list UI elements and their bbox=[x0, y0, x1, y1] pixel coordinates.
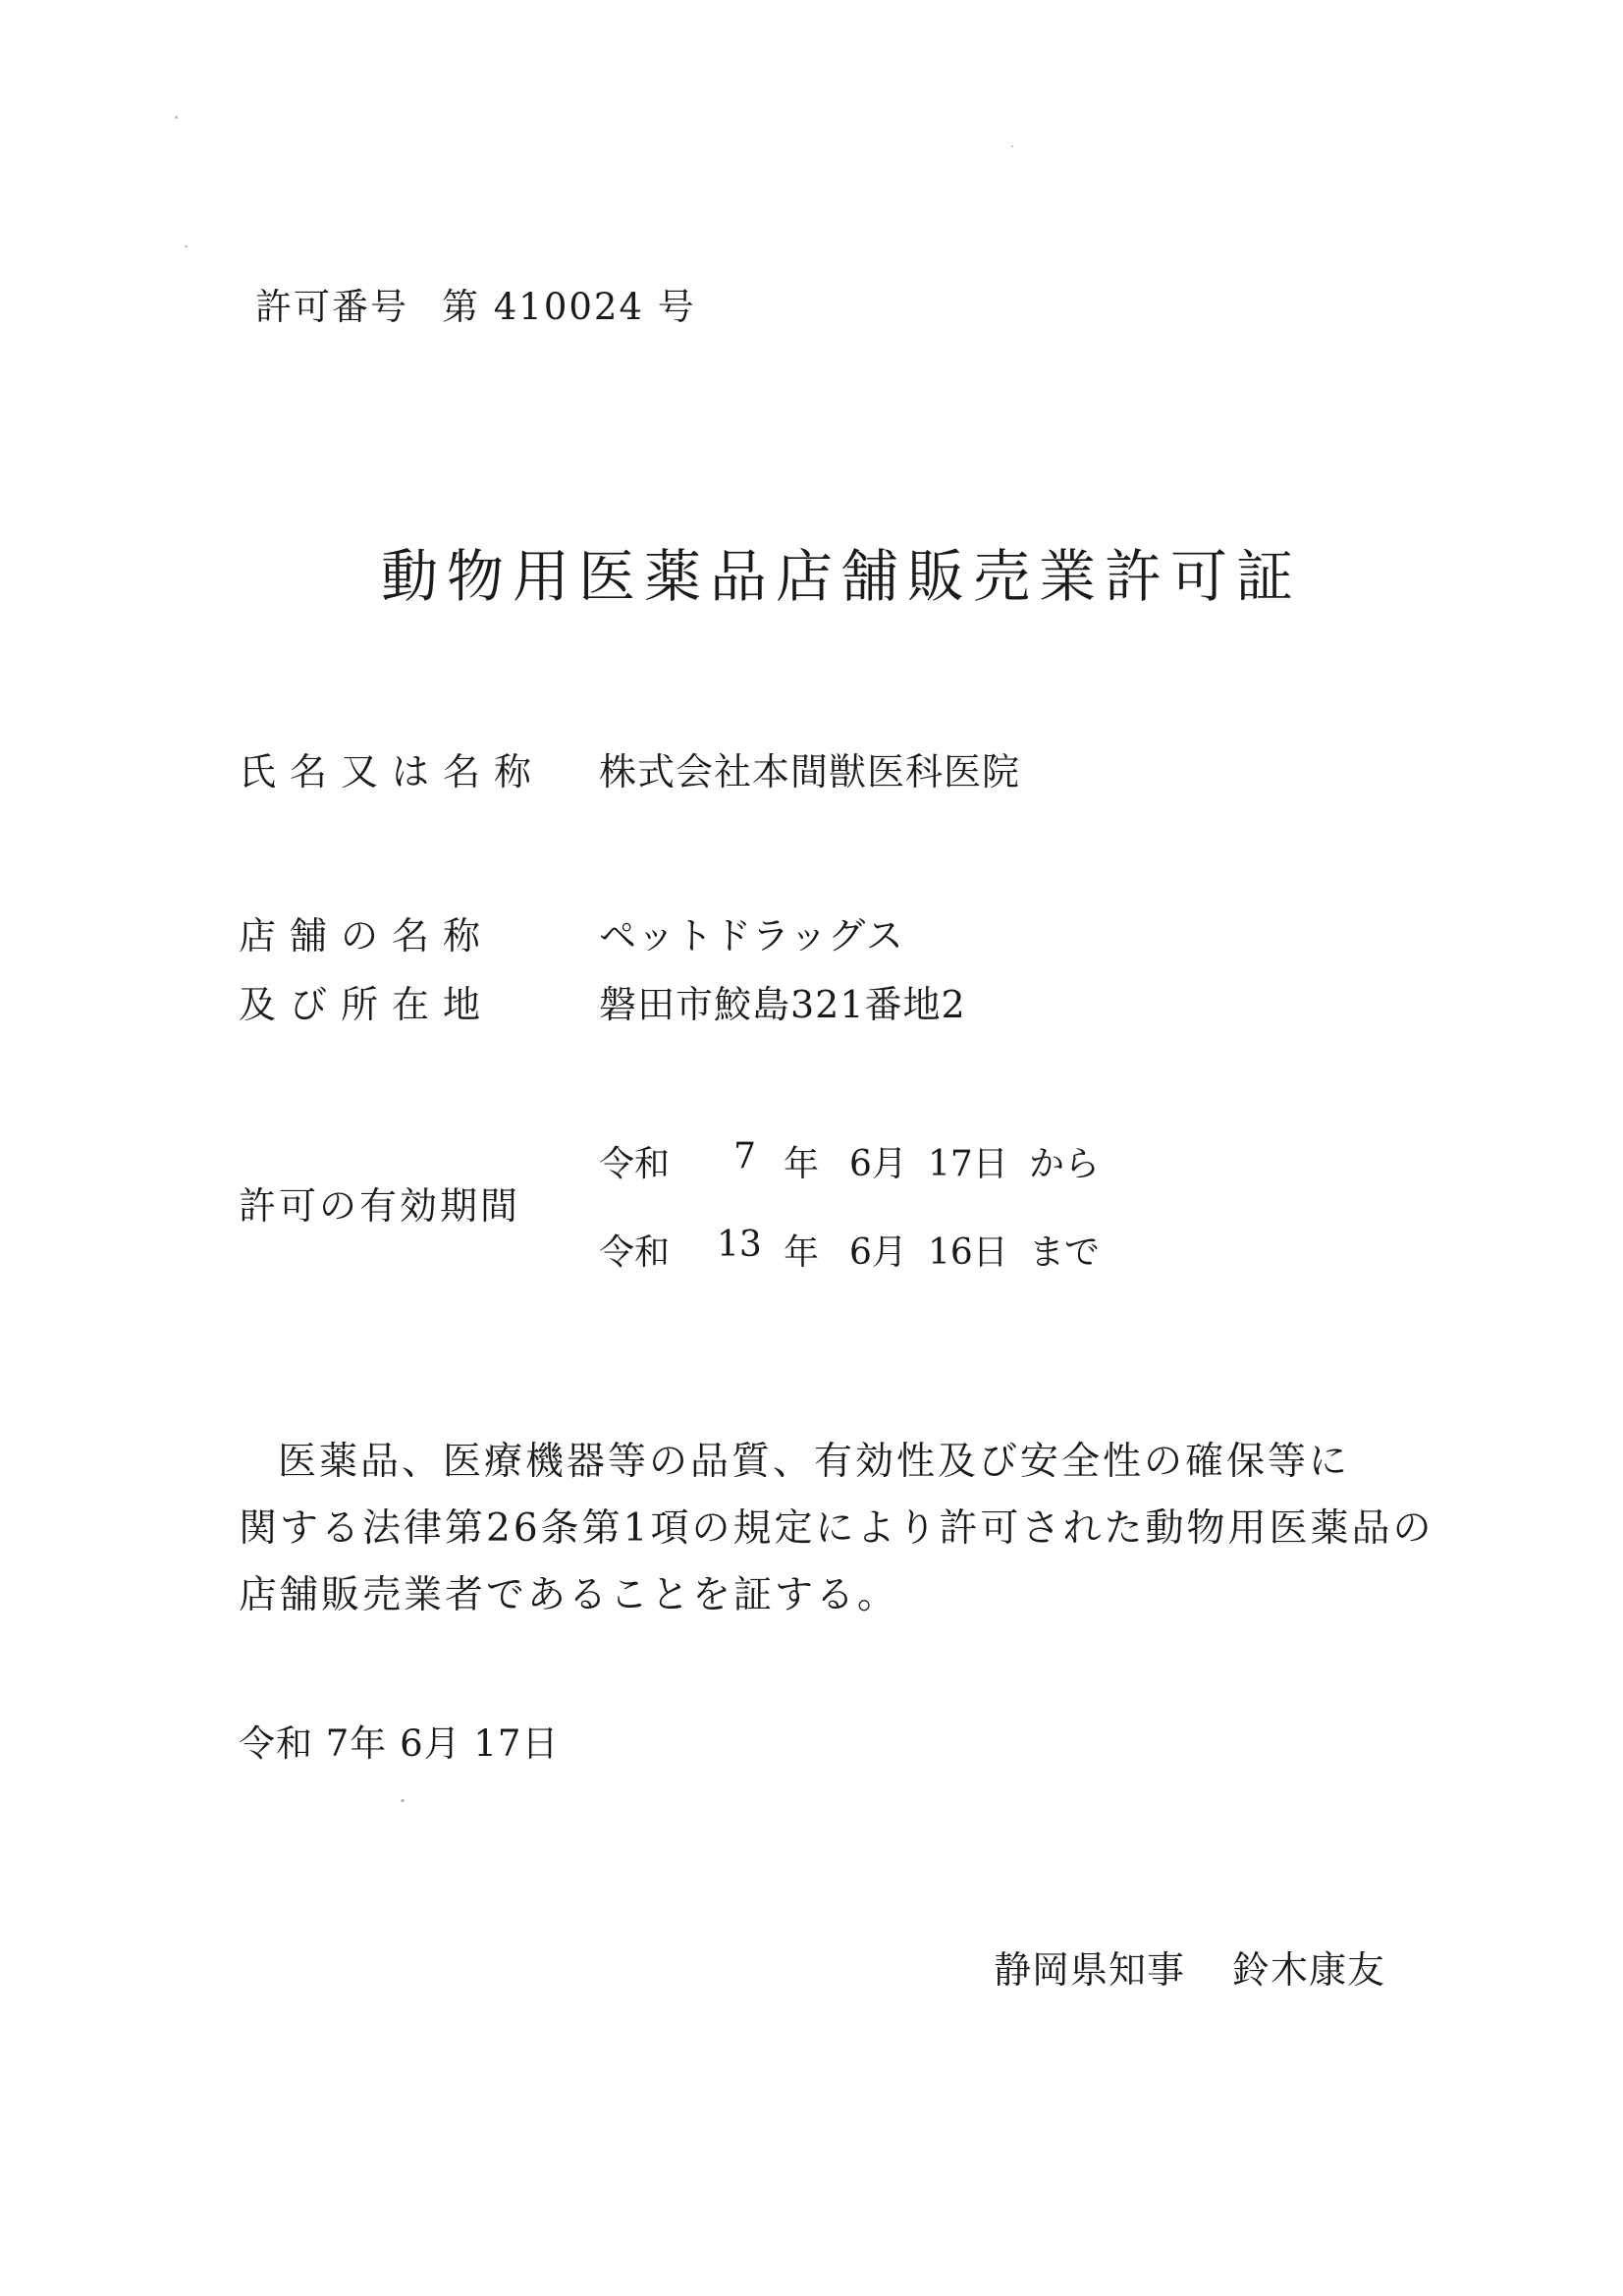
validity-from-year-unit: 年 bbox=[784, 1144, 820, 1184]
validity-to-month: 6月 bbox=[849, 1232, 907, 1273]
statement-line-1: 医薬品、医療機器等の品質、有効性及び安全性の確保等に bbox=[278, 1440, 1351, 1484]
validity-to-suffix: まで bbox=[1029, 1232, 1101, 1273]
validity-from bbox=[599, 1136, 1149, 1185]
store-name-value: ペットドラッグス bbox=[599, 914, 904, 957]
holder-value: 株式会社本間獣医科医院 bbox=[599, 750, 1021, 793]
certification-statement bbox=[239, 1429, 1434, 1629]
validity-to-day: 16日 bbox=[928, 1232, 1008, 1273]
validity-from-day: 17日 bbox=[928, 1144, 1008, 1184]
validity-to-era: 令和 bbox=[599, 1232, 671, 1273]
validity-to bbox=[599, 1225, 1149, 1274]
issuer-title: 静岡県知事 bbox=[994, 1948, 1186, 1992]
store-address-value: 磐田市鮫島321番地2 bbox=[599, 983, 966, 1026]
store-name-label: 店舗の名称 bbox=[239, 914, 495, 957]
scan-speck bbox=[185, 246, 188, 247]
store-address-label: 及び所在地 bbox=[239, 983, 495, 1026]
validity-to-year-unit: 年 bbox=[784, 1232, 820, 1273]
validity-to-year: 13 bbox=[717, 1225, 762, 1265]
validity-from-era: 令和 bbox=[599, 1144, 671, 1184]
scan-speck bbox=[1011, 145, 1013, 147]
validity-from-month: 6月 bbox=[849, 1144, 907, 1184]
validity-from-suffix: から bbox=[1029, 1144, 1101, 1184]
permit-number-label: 許可番号 bbox=[255, 286, 408, 328]
statement-line-2: 関する法律第26条第1項の規定により許可された動物用医薬品の bbox=[239, 1506, 1434, 1551]
document-title: 動物用医薬品店舗販売業許可証 bbox=[381, 543, 1303, 610]
issuer-name: 鈴木康友 bbox=[1232, 1948, 1386, 1992]
permit-number-value: 第 410024 号 bbox=[442, 286, 696, 328]
scan-speck bbox=[401, 1799, 405, 1802]
permit-number bbox=[255, 277, 696, 330]
validity-from-year: 7 bbox=[733, 1136, 756, 1176]
holder-label: 氏名又は名称 bbox=[239, 750, 546, 793]
issuer bbox=[994, 1940, 1385, 1994]
scan-speck bbox=[175, 116, 178, 119]
validity-label: 許可の有効期間 bbox=[239, 1184, 521, 1228]
issue-date: 令和 7年 6月 17日 bbox=[239, 1722, 560, 1765]
statement-line-3: 店舗販売業者であることを証する。 bbox=[239, 1573, 899, 1617]
